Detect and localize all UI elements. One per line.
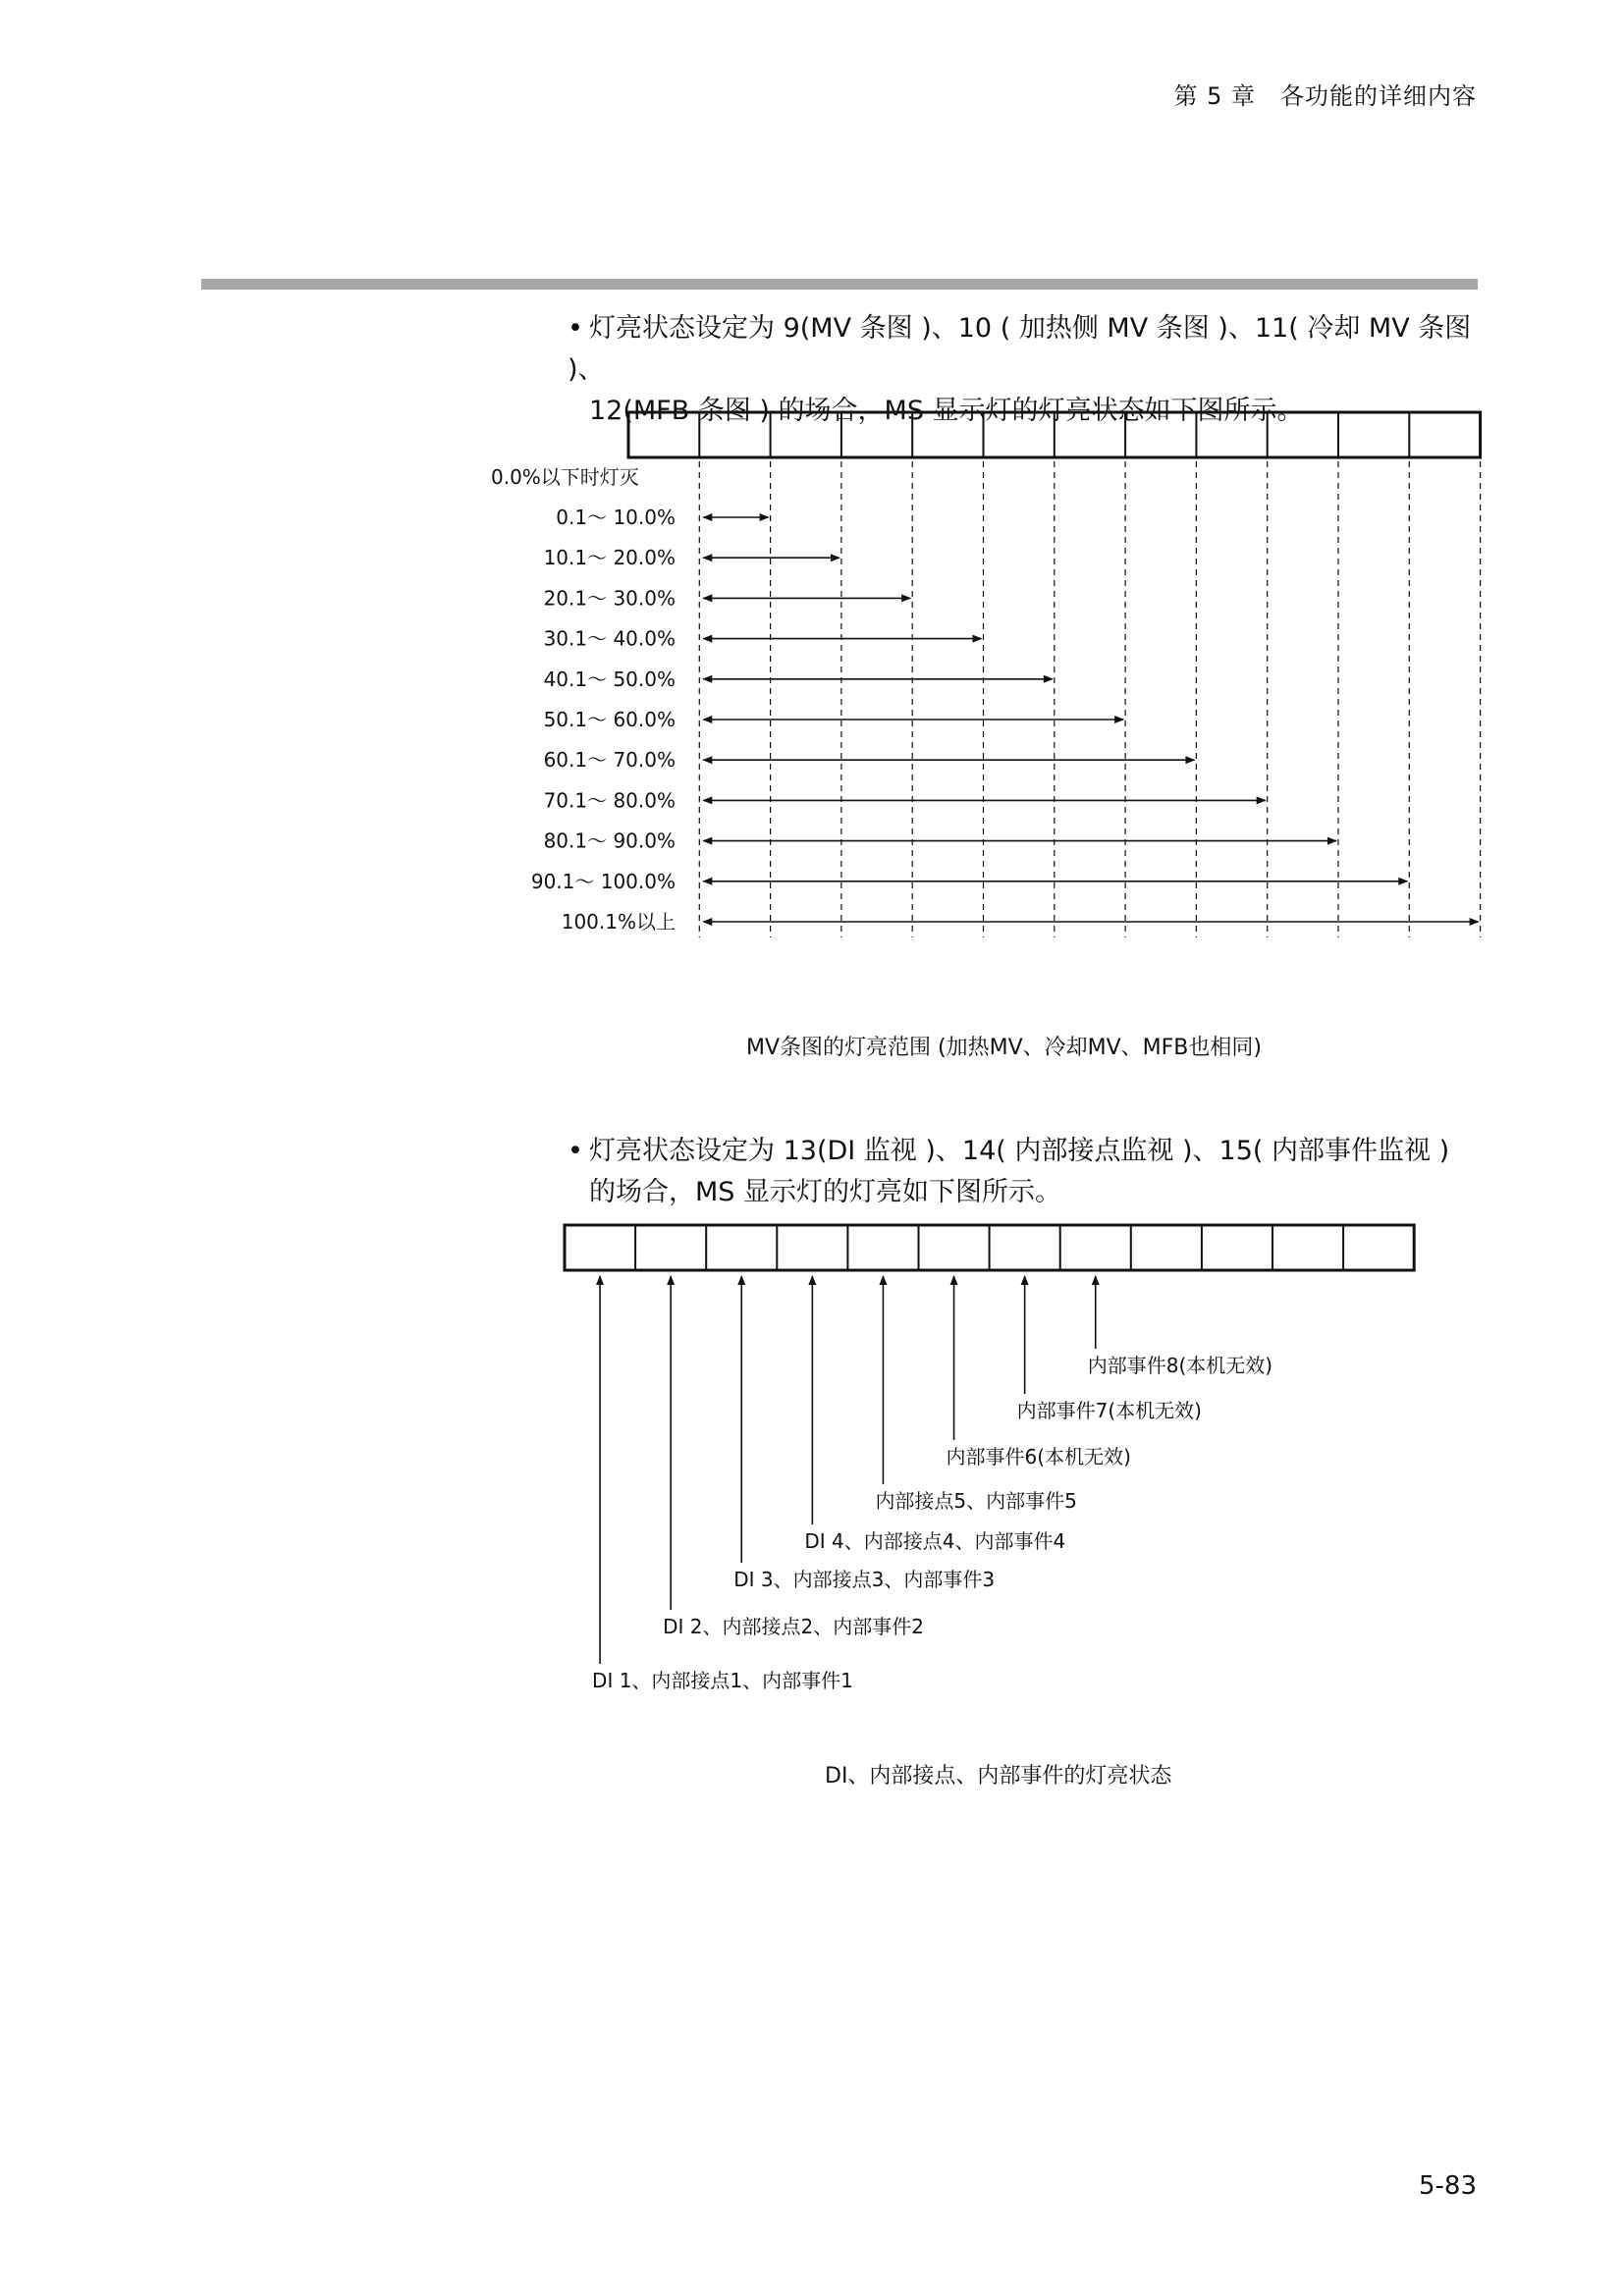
di-pointer-label: DI 2、内部接点2、内部事件2 xyxy=(663,1615,924,1638)
di-pointer-label: 内部事件7(本机无效) xyxy=(1016,1399,1202,1422)
section2-text-line1: 灯亮状态设定为 13(DI 监视 )、14( 内部接点监视 )、15( 内部事件监视 ) xyxy=(589,1136,1450,1166)
range-label: 50.1～ 60.0% xyxy=(543,708,676,731)
di-pointer-label: DI 4、内部接点4、内部事件4 xyxy=(804,1529,1066,1553)
bullet: • xyxy=(568,313,583,344)
section1-text-line1: 灯亮状态设定为 9(MV 条图 )、10 ( 加热侧 MV 条图 )、11( 冷却 MV 条图 )、 xyxy=(568,313,1472,385)
range-label: 100.1%以上 xyxy=(561,910,676,934)
section1-text-line2: 12(MFB 条图 ) 的场合，MS 显示灯的灯亮状态如下图所示。 xyxy=(589,396,1304,426)
di-pointer-label: DI 3、内部接点3、内部事件3 xyxy=(733,1568,996,1591)
chapter-header: 第 5 章 各功能的详细内容 xyxy=(1173,82,1477,110)
range-label: 10.1～ 20.0% xyxy=(543,546,676,570)
di-pointer-label: 内部接点5、内部事件5 xyxy=(875,1489,1077,1513)
di-pointer-label: 内部事件6(本机无效) xyxy=(946,1445,1131,1468)
range-label: 30.1～ 40.0% xyxy=(543,626,676,651)
page-number: 5-83 xyxy=(1418,2171,1477,2201)
range-label: 20.1～ 30.0% xyxy=(543,586,676,611)
diagram2-caption: DI、内部接点、内部事件的灯亮状态 xyxy=(825,1764,1172,1789)
range-label: 0.1～ 10.0% xyxy=(556,506,676,529)
bullet: • xyxy=(568,1136,583,1166)
di-pointer-label: DI 1、内部接点1、内部事件1 xyxy=(592,1669,853,1692)
range-label: 70.1～ 80.0% xyxy=(543,788,676,813)
range-label: 60.1～ 70.0% xyxy=(543,748,676,773)
range-label: 40.1～ 50.0% xyxy=(543,667,676,691)
diagram1-caption: MV条图的灯亮范围 (加热MV、冷却MV、MFB也相同) xyxy=(746,1036,1262,1060)
range-label: 80.1～ 90.0% xyxy=(543,828,676,853)
section2-text-line2: 的场合，MS 显示灯的灯亮如下图所示。 xyxy=(589,1177,1062,1207)
off-label: 0.0%以下时灯灭 xyxy=(491,465,639,489)
di-pointer-label: 内部事件8(本机无效) xyxy=(1087,1354,1273,1377)
range-label: 90.1～ 100.0% xyxy=(530,869,676,893)
